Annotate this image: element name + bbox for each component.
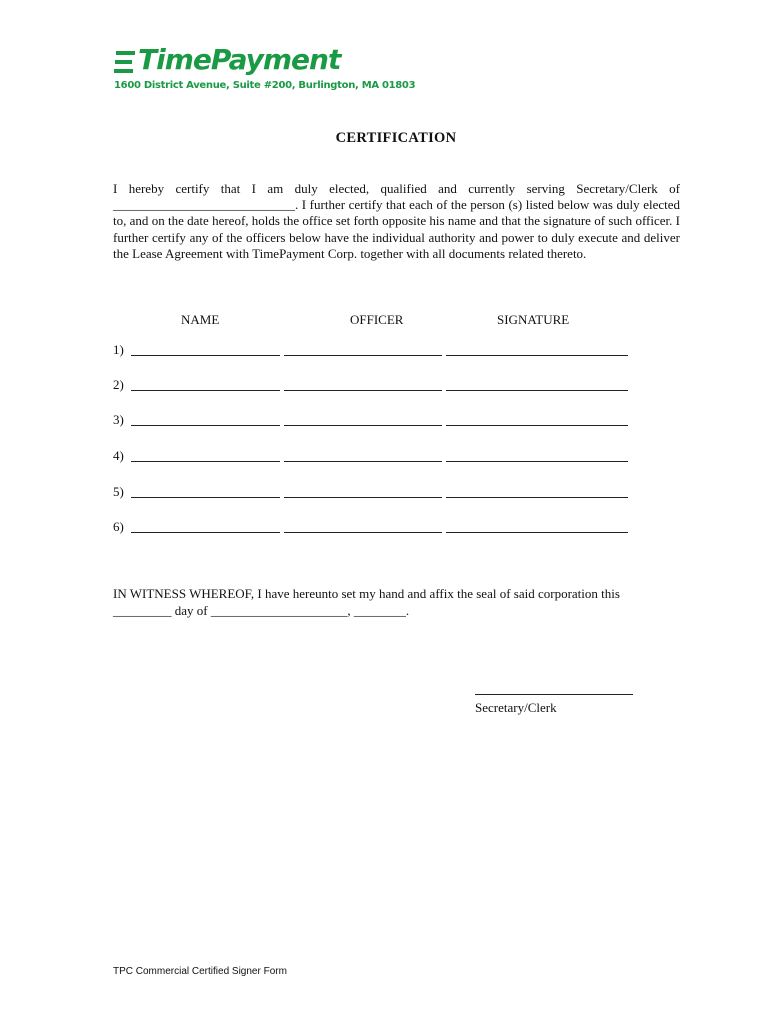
- column-header-officer: OFFICER: [350, 312, 404, 327]
- company-logo: [114, 42, 340, 78]
- row-number: 1): [113, 342, 124, 357]
- officer-field[interactable]: [284, 532, 442, 533]
- footer-form-name: TPC Commercial Certified Signer Form: [113, 966, 287, 977]
- signature-field[interactable]: [446, 461, 628, 462]
- name-field[interactable]: [131, 497, 280, 498]
- company-address: 1600 District Avenue, Suite #200, Burlington, MA 01803: [114, 80, 416, 91]
- witness-line-1: IN WITNESS WHEREOF, I have hereunto set my hand and affix the seal of said corporation this: [113, 586, 620, 601]
- secretary-signature-line[interactable]: [475, 694, 633, 695]
- signature-field[interactable]: [446, 425, 628, 426]
- signature-field[interactable]: [446, 390, 628, 391]
- name-field[interactable]: [131, 425, 280, 426]
- name-field[interactable]: [131, 532, 280, 533]
- row-number: 2): [113, 377, 124, 392]
- signature-field[interactable]: [446, 497, 628, 498]
- officer-field[interactable]: [284, 390, 442, 391]
- row-number: 4): [113, 448, 124, 463]
- officer-field[interactable]: [284, 355, 442, 356]
- name-field[interactable]: [131, 461, 280, 462]
- logo-lines-icon: [114, 49, 136, 75]
- signature-field[interactable]: [446, 532, 628, 533]
- row-number: 5): [113, 484, 124, 499]
- officer-field[interactable]: [284, 461, 442, 462]
- secretary-signature-label: Secretary/Clerk: [475, 700, 557, 715]
- certification-paragraph: I hereby certify that I am duly elected, qualified and currently serving Secretary/Clerk of ____________________________. I further certify that each of the person (s) listed below was duly elected to, and on the date hereof, holds the office set forth opposite his name and that the signature of such officer. I further certify any of the officers below have the individual authority and power to duly execute and deliver the Lease Agreement with TimePayment Corp. together with all documents related thereto.: [113, 181, 680, 261]
- name-field[interactable]: [131, 355, 280, 356]
- column-header-name: NAME: [181, 312, 220, 327]
- officer-field[interactable]: [284, 425, 442, 426]
- witness-line-2[interactable]: _________ day of _____________________, ________.: [113, 602, 410, 618]
- name-field[interactable]: [131, 390, 280, 391]
- signature-field[interactable]: [446, 355, 628, 356]
- logo-text: TimePayment: [138, 43, 341, 76]
- column-header-signature: SIGNATURE: [497, 312, 570, 327]
- row-number: 3): [113, 412, 124, 427]
- witness-statement: [113, 586, 693, 619]
- officer-field[interactable]: [284, 497, 442, 498]
- document-title: CERTIFICATION: [335, 130, 457, 146]
- row-number: 6): [113, 519, 124, 534]
